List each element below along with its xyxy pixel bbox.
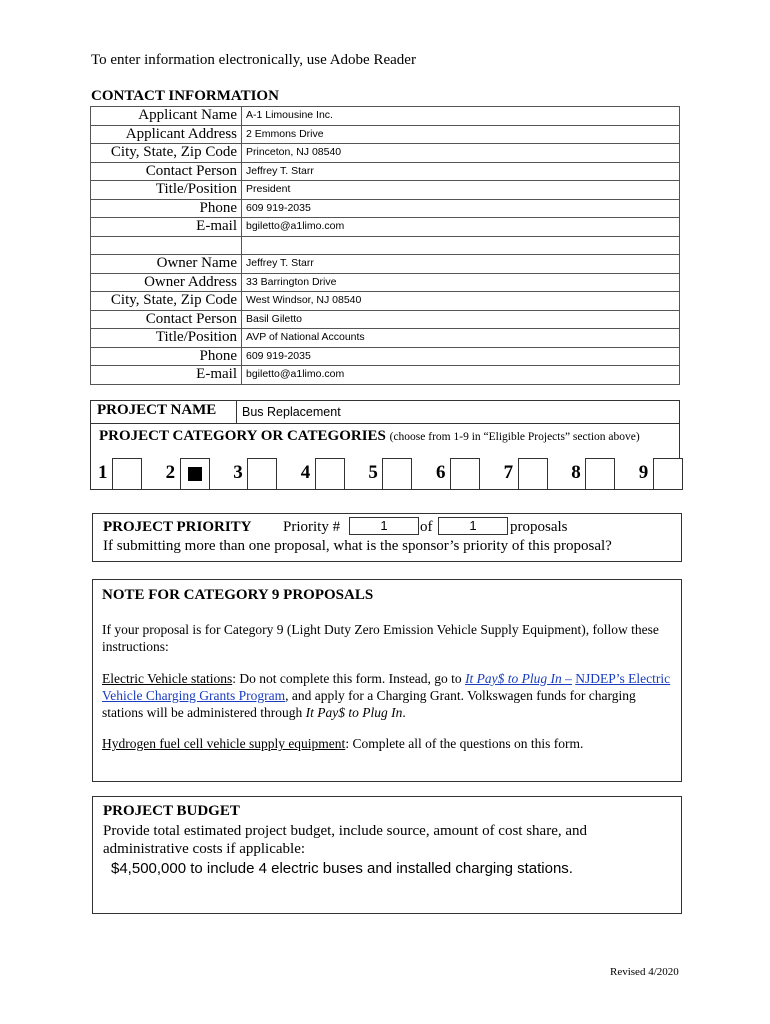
njdep-grants-link[interactable]: NJDEP’s Electric Vehicle Charging Grants Program — [102, 671, 671, 703]
budget-instruction: Provide total estimated project budget, include source, amount of cost share, and administrative costs if applicable: — [103, 823, 588, 857]
hydrogen-text: : Complete all of the questions on this form. — [345, 736, 584, 751]
contact-value-field[interactable]: 609 919-2035 — [242, 199, 680, 218]
contact-value-field[interactable]: President — [242, 181, 680, 200]
hydrogen-label: Hydrogen fuel cell vehicle supply equipment — [102, 736, 346, 751]
category-checkbox-5[interactable] — [382, 458, 412, 490]
contact-row — [91, 107, 680, 126]
contact-row — [91, 255, 680, 274]
category-number-3: 3 — [233, 462, 243, 483]
category-checkbox-6[interactable] — [450, 458, 480, 490]
project-name-box — [90, 400, 680, 424]
project-category-label: PROJECT CATEGORY OR CATEGORIES — [99, 428, 386, 444]
contact-label: Contact Person — [91, 162, 242, 181]
category-checkbox-9[interactable] — [653, 458, 683, 490]
ev-stations-label: Electric Vehicle stations — [102, 671, 233, 686]
contact-value-field[interactable]: Jeffrey T. Starr — [242, 255, 680, 274]
contact-row — [91, 236, 680, 255]
contact-heading: CONTACT INFORMATION — [91, 88, 279, 104]
contact-label: City, State, Zip Code — [91, 144, 242, 163]
contact-value-field[interactable]: 2 Emmons Drive — [242, 125, 680, 144]
contact-label: E-mail — [91, 366, 242, 385]
project-category-hint: (choose from 1-9 in “Eligible Projects” section above) — [389, 431, 640, 443]
contact-row — [91, 181, 680, 200]
checkbox-checked-mark — [188, 467, 202, 481]
proposals-label: proposals — [510, 519, 568, 535]
contact-value-field[interactable]: West Windsor, NJ 08540 — [242, 292, 680, 311]
contact-row — [91, 292, 680, 311]
category9-note-box — [92, 579, 682, 782]
form-instruction: To enter information electronically, use Adobe Reader — [91, 52, 416, 68]
contact-row — [91, 273, 680, 292]
contact-label: Title/Position — [91, 329, 242, 348]
category-number-5: 5 — [368, 462, 378, 483]
priority-total-field[interactable]: 1 — [438, 517, 508, 535]
category-number-2: 2 — [165, 462, 176, 483]
hydrogen-instructions — [102, 736, 583, 752]
contact-value-field[interactable]: Princeton, NJ 08540 — [242, 144, 680, 163]
priority-prefix: Priority # — [283, 519, 341, 535]
contact-value-field[interactable]: Jeffrey T. Starr — [242, 162, 680, 181]
contact-label: Owner Name — [91, 255, 242, 274]
contact-row — [91, 347, 680, 366]
contact-row — [91, 310, 680, 329]
contact-label: Applicant Name — [91, 107, 242, 126]
contact-row — [91, 144, 680, 163]
project-budget-box — [92, 796, 682, 914]
priority-number-field[interactable]: 1 — [349, 517, 419, 535]
category-number-8: 8 — [571, 462, 581, 483]
contact-label: E-mail — [91, 218, 242, 237]
contact-label: Contact Person — [91, 310, 242, 329]
category9-intro: If your proposal is for Category 9 (Light Duty Zero Emission Vehicle Supply Equipment), follow these instructions: — [102, 622, 659, 654]
contact-label: Applicant Address — [91, 125, 242, 144]
project-priority-box — [92, 513, 682, 562]
contact-value-field[interactable]: A-1 Limousine Inc. — [242, 107, 680, 126]
project-priority-label: PROJECT PRIORITY — [103, 519, 252, 535]
ev-text-2: , and apply for a Charging Grant. Volkswagen funds for charging stations will be administered through — [102, 688, 636, 720]
project-name-field[interactable]: Bus Replacement — [242, 405, 341, 419]
budget-heading: PROJECT BUDGET — [103, 803, 240, 819]
contact-label: Phone — [91, 199, 242, 218]
contact-row — [91, 329, 680, 348]
contact-table — [90, 106, 680, 385]
ev-instructions — [102, 670, 672, 721]
contact-value-field[interactable]: 609 919-2035 — [242, 347, 680, 366]
category-checkbox-1[interactable] — [112, 458, 142, 490]
contact-label: City, State, Zip Code — [91, 292, 242, 311]
priority-of-label: of — [420, 519, 433, 535]
contact-label: Title/Position — [91, 181, 242, 200]
category9-heading: NOTE FOR CATEGORY 9 PROPOSALS — [102, 587, 374, 603]
project-category-heading — [99, 428, 640, 445]
priority-question: If submitting more than one proposal, what is the sponsor’s priority of this proposal? — [103, 538, 612, 554]
ev-italic-program: It Pay$ to Plug In — [305, 705, 403, 720]
category-checkbox-7[interactable] — [518, 458, 548, 490]
category-number-6: 6 — [436, 462, 446, 483]
category-number-1: 1 — [98, 462, 108, 483]
ev-text-1: : Do not complete this form. Instead, go to — [232, 671, 466, 686]
contact-row — [91, 199, 680, 218]
budget-value-field[interactable]: $4,500,000 to include 4 electric buses and installed charging stations. — [111, 860, 573, 877]
contact-row — [91, 218, 680, 237]
category-checkbox-3[interactable] — [247, 458, 277, 490]
contact-value-field[interactable]: 33 Barrington Drive — [242, 273, 680, 292]
ev-end: . — [402, 705, 406, 720]
category-number-4: 4 — [300, 462, 311, 483]
contact-value-field[interactable]: AVP of National Accounts — [242, 329, 680, 348]
contact-value-field[interactable] — [242, 236, 680, 255]
contact-row — [91, 162, 680, 181]
category-number-7: 7 — [503, 462, 514, 483]
contact-label: Owner Address — [91, 273, 242, 292]
contact-value-field[interactable]: bgiletto@a1limo.com — [242, 366, 680, 385]
category-checkbox-2[interactable] — [180, 458, 210, 490]
contact-row — [91, 366, 680, 385]
contact-row — [91, 125, 680, 144]
it-pays-link[interactable]: It Pay$ to Plug In – — [465, 671, 572, 686]
contact-label: Phone — [91, 347, 242, 366]
contact-value-field[interactable]: bgiletto@a1limo.com — [242, 218, 680, 237]
category-number-9: 9 — [638, 462, 649, 483]
project-name-label: PROJECT NAME — [97, 402, 217, 418]
contact-value-field[interactable]: Basil Giletto — [242, 310, 680, 329]
category-checkbox-8[interactable] — [585, 458, 615, 490]
revised-date: Revised 4/2020 — [610, 966, 679, 978]
category-checkbox-4[interactable] — [315, 458, 345, 490]
contact-label — [91, 236, 242, 255]
